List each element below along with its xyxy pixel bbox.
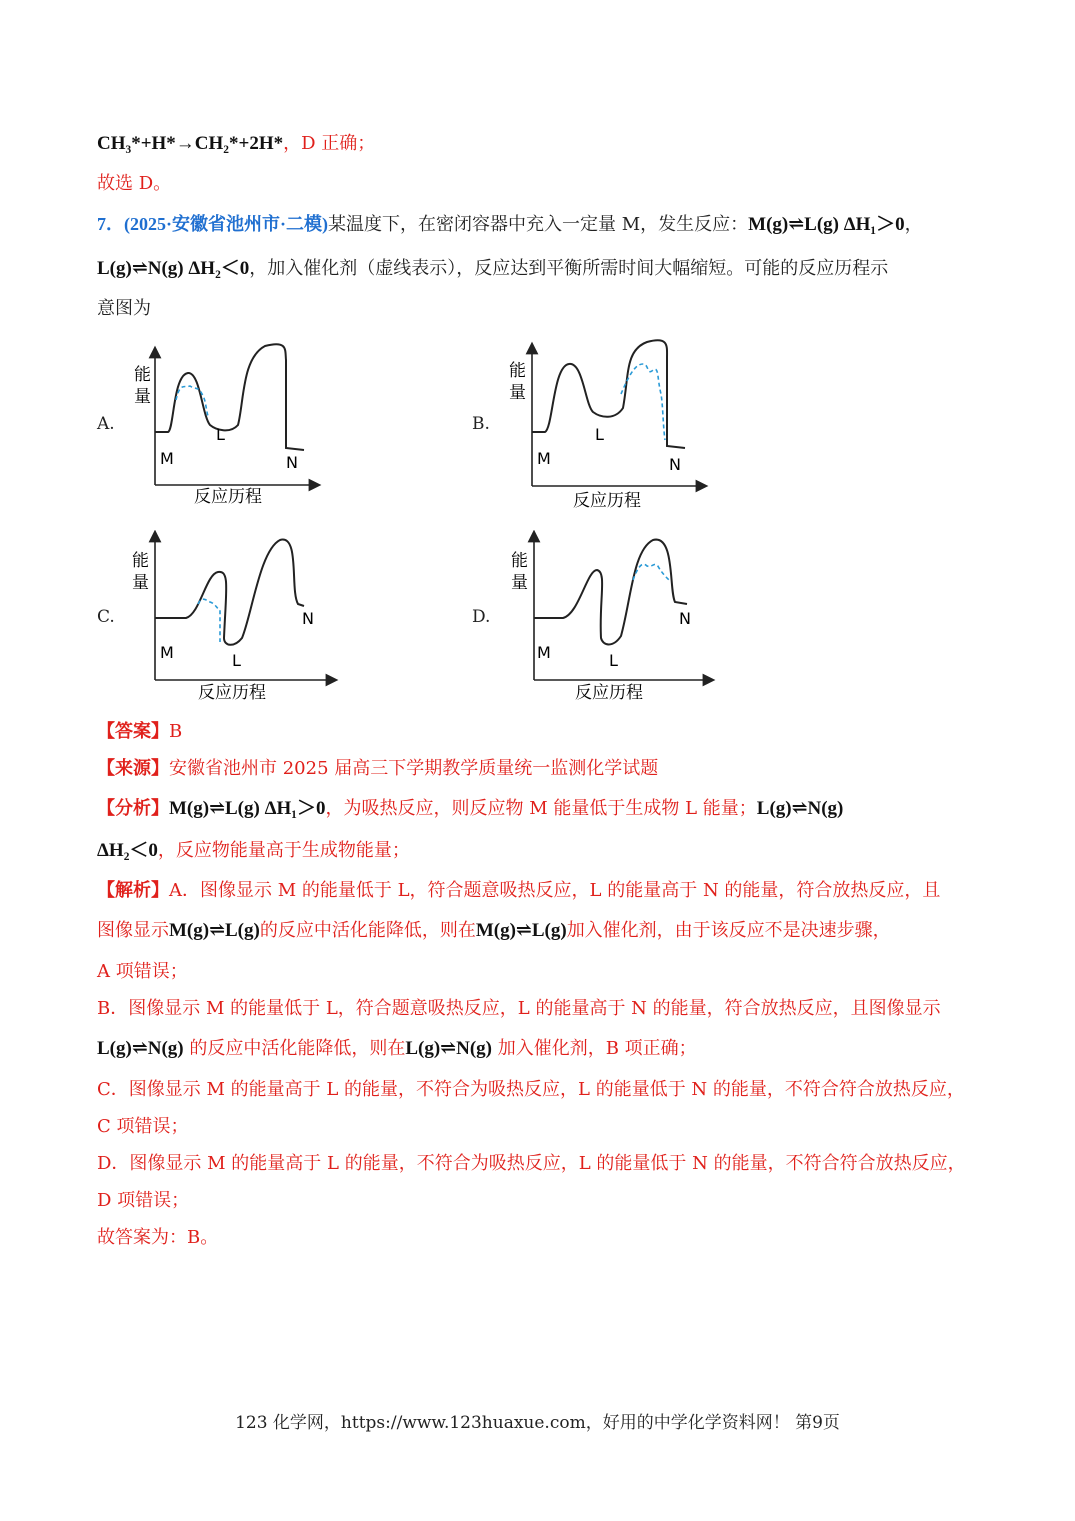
choice-line: 故选 D。 xyxy=(97,173,172,194)
label-n: N xyxy=(286,453,298,472)
y-axis-label: 能量 xyxy=(509,361,526,403)
question-number: 7． xyxy=(97,214,124,234)
question-line-3: 意图为 xyxy=(97,298,151,319)
diagram-c xyxy=(120,530,340,705)
label-n: N xyxy=(679,609,691,628)
source-tag: 【来源】 xyxy=(97,758,169,778)
x-axis-label: 反应历程 xyxy=(575,683,643,703)
explanation-d-line-2: D 项错误； xyxy=(97,1190,190,1211)
label-m: M xyxy=(160,449,174,468)
question-comma: ， xyxy=(904,214,923,235)
answer-line xyxy=(97,718,182,745)
explanation-c-line-2: C 项错误； xyxy=(97,1116,189,1137)
question-line-2 xyxy=(97,256,888,282)
explanation-b-eq-1: L(g)⇌N(g) xyxy=(97,1038,184,1059)
explanation-a-eq-1: M(g)⇌L(g) xyxy=(169,920,260,941)
diagram-a xyxy=(120,340,330,510)
page-footer: 123 化学网，https://www.123huaxue.com，好用的中学化学资料网！ 第9页 xyxy=(235,1413,840,1433)
label-l: L xyxy=(595,425,604,444)
analysis-eq-1: M(g)⇌L(g) ΔH₁＞0 xyxy=(169,798,326,819)
label-n: N xyxy=(302,609,314,628)
label-n: N xyxy=(669,455,681,474)
explanation-b-mid: 的反应中活化能降低，则在 xyxy=(183,1038,406,1059)
x-axis-label: 反应历程 xyxy=(198,683,266,703)
y-axis-label: 能量 xyxy=(511,551,528,593)
y-axis-label: 能量 xyxy=(132,551,149,593)
label-m: M xyxy=(537,643,551,662)
explanation-b-eq-2: L(g)⇌N(g) xyxy=(405,1038,492,1059)
question-line-1 xyxy=(97,211,923,238)
explanation-a-line-2 xyxy=(97,918,891,944)
analysis-tag: 【分析】 xyxy=(97,798,169,818)
equation-ch3: CH₃*+H*→CH₂*+2H* xyxy=(97,133,284,154)
explanation-a-text-1: A．图像显示 M 的能量低于 L，符合题意吸热反应，L 的能量高于 N 的能量，符合放热反应，且 xyxy=(169,880,941,901)
question-source-tag: (2025·安徽省池州市·二模) xyxy=(124,214,328,234)
x-axis-label: 反应历程 xyxy=(194,487,262,507)
option-d-label: D. xyxy=(472,607,491,627)
label-m: M xyxy=(537,449,551,468)
label-l: L xyxy=(216,425,225,444)
analysis-line-1 xyxy=(97,795,843,822)
question-eq-2: L(g)⇌N(g) ΔH₂＜0 xyxy=(97,258,250,279)
explanation-tag: 【解析】 xyxy=(97,880,169,900)
source-value: 安徽省池州市 2025 届高三下学期教学质量统一监测化学试题 xyxy=(169,758,659,779)
answer-tag: 【答案】 xyxy=(97,721,169,741)
explanation-b-post: 加入催化剂，B 项正确； xyxy=(491,1038,697,1059)
final-answer-line: 故答案为：B。 xyxy=(97,1227,219,1248)
analysis-eq-2: L(g)⇌N(g) xyxy=(756,798,844,819)
option-a-label: A. xyxy=(97,414,115,434)
explanation-b-line-1: B．图像显示 M 的能量低于 L，符合题意吸热反应，L 的能量高于 N 的能量，符合放热反应，且图像显示 xyxy=(97,998,941,1019)
x-axis-label: 反应历程 xyxy=(573,491,641,511)
question-text-2: ，加入催化剂（虚线表示），反应达到平衡所需时间大幅缩短。可能的反应历程示 xyxy=(249,258,889,279)
explanation-b-line-2 xyxy=(97,1036,697,1062)
option-c-label: C. xyxy=(97,607,115,627)
analysis-text-1: ，为吸热反应，则反应物 M 能量低于生成物 L 能量； xyxy=(325,798,757,819)
conclusion-text: ，D 正确； xyxy=(283,133,376,154)
intermediate-equation-line xyxy=(97,131,375,157)
explanation-a-line-3: A 项错误； xyxy=(97,961,188,982)
diagram-b xyxy=(497,336,712,511)
diagram-d xyxy=(497,530,717,705)
question-eq-1: M(g)⇌L(g) ΔH₁＞0 xyxy=(748,214,905,235)
explanation-d-line-1: D．图像显示 M 的能量高于 L 的能量，不符合为吸热反应，L 的能量低于 N 的能量，不符合符合放热反应， xyxy=(97,1153,966,1174)
y-axis-label-char-1: 能量 xyxy=(134,365,151,407)
explanation-a-mid: 的反应中活化能降低，则在 xyxy=(259,920,476,941)
question-text-1: 某温度下，在密闭容器中充入一定量 M，发生反应： xyxy=(328,214,749,235)
label-l: L xyxy=(609,651,618,670)
analysis-line-2 xyxy=(97,838,410,864)
analysis-eq-3: ΔH₂＜0 xyxy=(97,840,158,861)
explanation-a-line-1 xyxy=(97,877,940,904)
label-m: M xyxy=(160,643,174,662)
explanation-a-post: 加入催化剂，由于该反应不是决速步骤， xyxy=(566,920,891,941)
label-l: L xyxy=(232,651,241,670)
analysis-text-2: ，反应物能量高于生成物能量； xyxy=(157,840,410,861)
explanation-a-eq-2: M(g)⇌L(g) xyxy=(475,920,567,941)
answer-value: B xyxy=(169,721,183,742)
explanation-c-line-1: C．图像显示 M 的能量高于 L 的能量，不符合为吸热反应，L 的能量低于 N 的能量，不符合符合放热反应， xyxy=(97,1079,965,1100)
explanation-a-pre: 图像显示 xyxy=(97,920,169,941)
source-line xyxy=(97,755,658,782)
option-b-label: B. xyxy=(472,414,490,434)
